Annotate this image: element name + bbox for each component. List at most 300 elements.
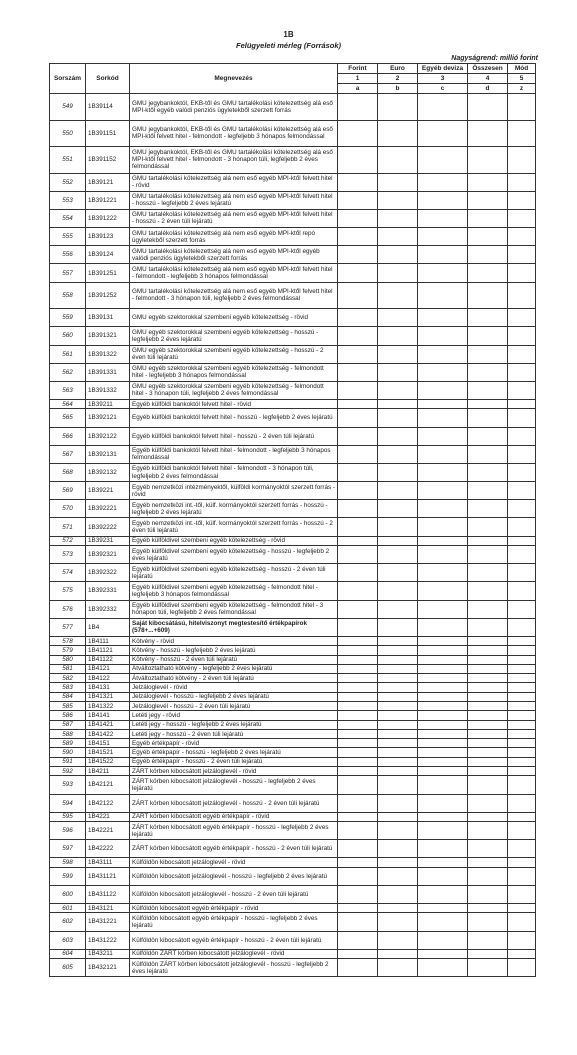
value-cell-osszesen[interactable] [468,500,508,518]
value-cell-mod[interactable] [508,885,536,903]
value-cell-forint[interactable] [338,692,378,701]
value-cell-mod[interactable] [508,767,536,776]
value-cell-euro[interactable] [378,282,418,309]
value-cell-forint[interactable] [338,683,378,692]
value-cell-mod[interactable] [508,173,536,191]
value-cell-forint[interactable] [338,500,378,518]
value-cell-forint[interactable] [338,545,378,563]
value-cell-mod[interactable] [508,748,536,757]
value-cell-forint[interactable] [338,664,378,673]
value-cell-mod[interactable] [508,931,536,949]
value-cell-euro[interactable] [378,776,418,794]
value-cell-osszesen[interactable] [468,564,508,582]
value-cell-osszesen[interactable] [468,582,508,600]
value-cell-euro[interactable] [378,427,418,445]
value-cell-forint[interactable] [338,858,378,867]
value-cell-osszesen[interactable] [468,363,508,381]
value-cell-euro[interactable] [378,904,418,913]
value-cell-osszesen[interactable] [468,812,508,821]
value-cell-forint[interactable] [338,482,378,500]
value-cell-osszesen[interactable] [468,463,508,481]
value-cell-osszesen[interactable] [468,748,508,757]
value-cell-forint[interactable] [338,794,378,812]
value-cell-euro[interactable] [378,400,418,409]
value-cell-euro[interactable] [378,381,418,399]
value-cell-euro[interactable] [378,173,418,191]
value-cell-mod[interactable] [508,822,536,840]
value-cell-egyeb-deviza[interactable] [418,757,468,766]
value-cell-euro[interactable] [378,363,418,381]
value-cell-euro[interactable] [378,309,418,327]
value-cell-euro[interactable] [378,94,418,121]
value-cell-egyeb-deviza[interactable] [418,600,468,618]
value-cell-euro[interactable] [378,463,418,481]
value-cell-forint[interactable] [338,729,378,738]
value-cell-euro[interactable] [378,246,418,264]
value-cell-forint[interactable] [338,867,378,885]
value-cell-mod[interactable] [508,246,536,264]
value-cell-osszesen[interactable] [468,822,508,840]
value-cell-mod[interactable] [508,191,536,209]
value-cell-euro[interactable] [378,794,418,812]
value-cell-forint[interactable] [338,445,378,463]
value-cell-euro[interactable] [378,885,418,903]
row-code: 1B431222 [86,931,130,949]
row-code: 1B391152 [86,147,130,174]
value-cell-egyeb-deviza[interactable] [418,381,468,399]
value-cell-mod[interactable] [508,545,536,563]
value-cell-egyeb-deviza[interactable] [418,228,468,246]
row-description: Letéti jegy - hosszú - 2 éven túli lejáratú [130,729,338,738]
row-description: Letéti jegy - rövid [130,711,338,720]
value-cell-forint[interactable] [338,959,378,977]
value-cell-mod[interactable] [508,582,536,600]
value-cell-egyeb-deviza[interactable] [418,94,468,121]
value-cell-euro[interactable] [378,757,418,766]
table-row [50,518,536,536]
value-cell-egyeb-deviza[interactable] [418,564,468,582]
value-cell-euro[interactable] [378,711,418,720]
value-cell-euro[interactable] [378,683,418,692]
value-cell-osszesen[interactable] [468,409,508,427]
value-cell-osszesen[interactable] [468,767,508,776]
value-cell-forint[interactable] [338,147,378,174]
value-cell-forint[interactable] [338,720,378,729]
value-cell-egyeb-deviza[interactable] [418,931,468,949]
value-cell-egyeb-deviza[interactable] [418,400,468,409]
value-cell-euro[interactable] [378,409,418,427]
value-cell-forint[interactable] [338,582,378,600]
value-cell-forint[interactable] [338,655,378,664]
value-cell-forint[interactable] [338,739,378,748]
value-cell-egyeb-deviza[interactable] [418,209,468,227]
value-cell-egyeb-deviza[interactable] [418,683,468,692]
value-cell-mod[interactable] [508,776,536,794]
value-cell-osszesen[interactable] [468,904,508,913]
value-cell-mod[interactable] [508,757,536,766]
value-cell-egyeb-deviza[interactable] [418,264,468,282]
value-cell-forint[interactable] [338,674,378,683]
value-cell-forint[interactable] [338,246,378,264]
value-cell-osszesen[interactable] [468,545,508,563]
value-cell-osszesen[interactable] [468,381,508,399]
value-cell-egyeb-deviza[interactable] [418,711,468,720]
value-cell-egyeb-deviza[interactable] [418,482,468,500]
value-cell-osszesen[interactable] [468,674,508,683]
value-cell-egyeb-deviza[interactable] [418,794,468,812]
value-cell-mod[interactable] [508,381,536,399]
value-cell-euro[interactable] [378,264,418,282]
value-cell-osszesen[interactable] [468,282,508,309]
value-cell-osszesen[interactable] [468,618,508,636]
value-cell-mod[interactable] [508,867,536,885]
value-cell-osszesen[interactable] [468,309,508,327]
value-cell-egyeb-deviza[interactable] [418,173,468,191]
value-cell-egyeb-deviza[interactable] [418,885,468,903]
value-cell-forint[interactable] [338,518,378,536]
value-cell-forint[interactable] [338,409,378,427]
value-cell-euro[interactable] [378,748,418,757]
value-cell-egyeb-deviza[interactable] [418,812,468,821]
value-cell-forint[interactable] [338,904,378,913]
value-cell-euro[interactable] [378,729,418,738]
value-cell-osszesen[interactable] [468,400,508,409]
value-cell-forint[interactable] [338,309,378,327]
value-cell-mod[interactable] [508,701,536,710]
value-cell-mod[interactable] [508,536,536,545]
value-cell-osszesen[interactable] [468,885,508,903]
value-cell-forint[interactable] [338,767,378,776]
value-cell-egyeb-deviza[interactable] [418,959,468,977]
value-cell-forint[interactable] [338,400,378,409]
value-cell-euro[interactable] [378,518,418,536]
value-cell-osszesen[interactable] [468,264,508,282]
value-cell-mod[interactable] [508,409,536,427]
value-cell-egyeb-deviza[interactable] [418,646,468,655]
value-cell-osszesen[interactable] [468,445,508,463]
row-code: 1B4131 [86,683,130,692]
row-description: Kötvény - hosszú - 2 éven túli lejáratú [130,655,338,664]
value-cell-osszesen[interactable] [468,228,508,246]
value-cell-euro[interactable] [378,931,418,949]
value-cell-egyeb-deviza[interactable] [418,518,468,536]
value-cell-mod[interactable] [508,618,536,636]
value-cell-euro[interactable] [378,949,418,958]
value-cell-osszesen[interactable] [468,739,508,748]
value-cell-forint[interactable] [338,757,378,766]
value-cell-forint[interactable] [338,913,378,931]
row-code: 1B39121 [86,173,130,191]
value-cell-euro[interactable] [378,120,418,147]
value-cell-osszesen[interactable] [468,94,508,121]
value-cell-mod[interactable] [508,692,536,701]
value-cell-mod[interactable] [508,94,536,121]
value-cell-euro[interactable] [378,674,418,683]
value-cell-egyeb-deviza[interactable] [418,147,468,174]
value-cell-forint[interactable] [338,840,378,858]
value-cell-mod[interactable] [508,445,536,463]
value-cell-euro[interactable] [378,646,418,655]
value-cell-euro[interactable] [378,500,418,518]
value-cell-egyeb-deviza[interactable] [418,282,468,309]
value-cell-egyeb-deviza[interactable] [418,867,468,885]
value-cell-egyeb-deviza[interactable] [418,345,468,363]
value-cell-euro[interactable] [378,536,418,545]
value-cell-mod[interactable] [508,564,536,582]
value-cell-egyeb-deviza[interactable] [418,120,468,147]
value-cell-osszesen[interactable] [468,536,508,545]
value-cell-mod[interactable] [508,729,536,738]
value-cell-osszesen[interactable] [468,794,508,812]
col-header-osszesen: Összesen [468,64,508,74]
value-cell-egyeb-deviza[interactable] [418,582,468,600]
value-cell-euro[interactable] [378,867,418,885]
value-cell-egyeb-deviza[interactable] [418,674,468,683]
value-cell-forint[interactable] [338,209,378,227]
value-cell-forint[interactable] [338,748,378,757]
value-cell-egyeb-deviza[interactable] [418,655,468,664]
value-cell-mod[interactable] [508,683,536,692]
value-cell-euro[interactable] [378,812,418,821]
value-cell-osszesen[interactable] [468,345,508,363]
value-cell-egyeb-deviza[interactable] [418,191,468,209]
value-cell-mod[interactable] [508,600,536,618]
value-cell-euro[interactable] [378,445,418,463]
value-cell-euro[interactable] [378,600,418,618]
value-cell-osszesen[interactable] [468,913,508,931]
value-cell-osszesen[interactable] [468,757,508,766]
value-cell-mod[interactable] [508,913,536,931]
value-cell-mod[interactable] [508,840,536,858]
value-cell-forint[interactable] [338,812,378,821]
value-cell-mod[interactable] [508,518,536,536]
value-cell-osszesen[interactable] [468,147,508,174]
value-cell-mod[interactable] [508,345,536,363]
value-cell-mod[interactable] [508,147,536,174]
value-cell-euro[interactable] [378,739,418,748]
value-cell-mod[interactable] [508,209,536,227]
value-cell-egyeb-deviza[interactable] [418,720,468,729]
row-code: 1B39211 [86,400,130,409]
value-cell-egyeb-deviza[interactable] [418,949,468,958]
value-cell-egyeb-deviza[interactable] [418,701,468,710]
value-cell-euro[interactable] [378,147,418,174]
value-cell-osszesen[interactable] [468,655,508,664]
value-cell-euro[interactable] [378,720,418,729]
value-cell-mod[interactable] [508,264,536,282]
value-cell-osszesen[interactable] [468,776,508,794]
value-cell-osszesen[interactable] [468,482,508,500]
value-cell-osszesen[interactable] [468,867,508,885]
value-cell-forint[interactable] [338,711,378,720]
value-cell-egyeb-deviza[interactable] [418,776,468,794]
value-cell-egyeb-deviza[interactable] [418,309,468,327]
value-cell-euro[interactable] [378,482,418,500]
value-cell-forint[interactable] [338,228,378,246]
value-cell-euro[interactable] [378,327,418,345]
value-cell-osszesen[interactable] [468,711,508,720]
value-cell-mod[interactable] [508,120,536,147]
value-cell-mod[interactable] [508,674,536,683]
row-number: 578 [50,636,86,645]
value-cell-forint[interactable] [338,264,378,282]
value-cell-osszesen[interactable] [468,518,508,536]
value-cell-egyeb-deviza[interactable] [418,545,468,563]
value-cell-forint[interactable] [338,173,378,191]
value-cell-euro[interactable] [378,636,418,645]
value-cell-egyeb-deviza[interactable] [418,636,468,645]
value-cell-egyeb-deviza[interactable] [418,767,468,776]
value-cell-egyeb-deviza[interactable] [418,692,468,701]
value-cell-osszesen[interactable] [468,173,508,191]
value-cell-mod[interactable] [508,711,536,720]
value-cell-egyeb-deviza[interactable] [418,327,468,345]
value-cell-euro[interactable] [378,840,418,858]
value-cell-osszesen[interactable] [468,729,508,738]
value-cell-egyeb-deviza[interactable] [418,664,468,673]
value-cell-euro[interactable] [378,767,418,776]
value-cell-egyeb-deviza[interactable] [418,618,468,636]
value-cell-mod[interactable] [508,636,536,645]
value-cell-osszesen[interactable] [468,209,508,227]
value-cell-egyeb-deviza[interactable] [418,729,468,738]
value-cell-mod[interactable] [508,282,536,309]
row-description: GMU egyéb szektorokkal szembeni egyéb kötelezettség - rövid [130,309,338,327]
value-cell-osszesen[interactable] [468,246,508,264]
value-cell-osszesen[interactable] [468,858,508,867]
value-cell-forint[interactable] [338,931,378,949]
value-cell-euro[interactable] [378,228,418,246]
value-cell-forint[interactable] [338,885,378,903]
value-cell-mod[interactable] [508,427,536,445]
value-cell-osszesen[interactable] [468,683,508,692]
value-cell-mod[interactable] [508,500,536,518]
value-cell-forint[interactable] [338,94,378,121]
value-cell-osszesen[interactable] [468,840,508,858]
row-number: 555 [50,228,86,246]
value-cell-egyeb-deviza[interactable] [418,363,468,381]
value-cell-euro[interactable] [378,858,418,867]
value-cell-forint[interactable] [338,822,378,840]
value-cell-euro[interactable] [378,655,418,664]
value-cell-forint[interactable] [338,427,378,445]
value-cell-osszesen[interactable] [468,949,508,958]
value-cell-mod[interactable] [508,812,536,821]
value-cell-forint[interactable] [338,191,378,209]
value-cell-mod[interactable] [508,739,536,748]
value-cell-forint[interactable] [338,776,378,794]
value-cell-mod[interactable] [508,655,536,664]
value-cell-osszesen[interactable] [468,636,508,645]
value-cell-osszesen[interactable] [468,600,508,618]
value-cell-mod[interactable] [508,228,536,246]
value-cell-forint[interactable] [338,600,378,618]
value-cell-forint[interactable] [338,536,378,545]
value-cell-egyeb-deviza[interactable] [418,904,468,913]
value-cell-osszesen[interactable] [468,427,508,445]
value-cell-forint[interactable] [338,345,378,363]
value-cell-forint[interactable] [338,564,378,582]
value-cell-forint[interactable] [338,701,378,710]
value-cell-euro[interactable] [378,959,418,977]
value-cell-mod[interactable] [508,482,536,500]
value-cell-egyeb-deviza[interactable] [418,427,468,445]
row-number: 590 [50,748,86,757]
value-cell-euro[interactable] [378,913,418,931]
value-cell-egyeb-deviza[interactable] [418,463,468,481]
value-cell-egyeb-deviza[interactable] [418,536,468,545]
value-cell-egyeb-deviza[interactable] [418,500,468,518]
value-cell-forint[interactable] [338,646,378,655]
value-cell-osszesen[interactable] [468,191,508,209]
value-cell-forint[interactable] [338,381,378,399]
value-cell-egyeb-deviza[interactable] [418,822,468,840]
value-cell-forint[interactable] [338,282,378,309]
value-cell-euro[interactable] [378,545,418,563]
value-cell-forint[interactable] [338,618,378,636]
value-cell-mod[interactable] [508,463,536,481]
value-cell-egyeb-deviza[interactable] [418,739,468,748]
value-cell-euro[interactable] [378,209,418,227]
value-cell-forint[interactable] [338,363,378,381]
value-cell-mod[interactable] [508,959,536,977]
value-cell-forint[interactable] [338,949,378,958]
value-cell-forint[interactable] [338,636,378,645]
value-cell-egyeb-deviza[interactable] [418,748,468,757]
value-cell-euro[interactable] [378,191,418,209]
value-cell-osszesen[interactable] [468,701,508,710]
value-cell-egyeb-deviza[interactable] [418,445,468,463]
value-cell-euro[interactable] [378,618,418,636]
value-cell-euro[interactable] [378,564,418,582]
value-cell-egyeb-deviza[interactable] [418,913,468,931]
value-cell-osszesen[interactable] [468,959,508,977]
value-cell-euro[interactable] [378,345,418,363]
value-cell-mod[interactable] [508,904,536,913]
value-cell-euro[interactable] [378,701,418,710]
value-cell-euro[interactable] [378,692,418,701]
value-cell-mod[interactable] [508,720,536,729]
value-cell-osszesen[interactable] [468,120,508,147]
value-cell-egyeb-deviza[interactable] [418,840,468,858]
value-cell-forint[interactable] [338,120,378,147]
value-cell-osszesen[interactable] [468,931,508,949]
value-cell-mod[interactable] [508,646,536,655]
value-cell-mod[interactable] [508,309,536,327]
value-cell-mod[interactable] [508,327,536,345]
value-cell-egyeb-deviza[interactable] [418,409,468,427]
value-cell-mod[interactable] [508,794,536,812]
value-cell-egyeb-deviza[interactable] [418,858,468,867]
value-cell-forint[interactable] [338,463,378,481]
value-cell-osszesen[interactable] [468,327,508,345]
value-cell-mod[interactable] [508,363,536,381]
table-row [50,812,536,821]
value-cell-euro[interactable] [378,822,418,840]
value-cell-mod[interactable] [508,400,536,409]
value-cell-osszesen[interactable] [468,664,508,673]
value-cell-euro[interactable] [378,582,418,600]
value-cell-osszesen[interactable] [468,692,508,701]
value-cell-euro[interactable] [378,664,418,673]
value-cell-osszesen[interactable] [468,646,508,655]
value-cell-mod[interactable] [508,664,536,673]
value-cell-osszesen[interactable] [468,720,508,729]
value-cell-mod[interactable] [508,858,536,867]
value-cell-forint[interactable] [338,327,378,345]
value-cell-mod[interactable] [508,949,536,958]
value-cell-egyeb-deviza[interactable] [418,246,468,264]
